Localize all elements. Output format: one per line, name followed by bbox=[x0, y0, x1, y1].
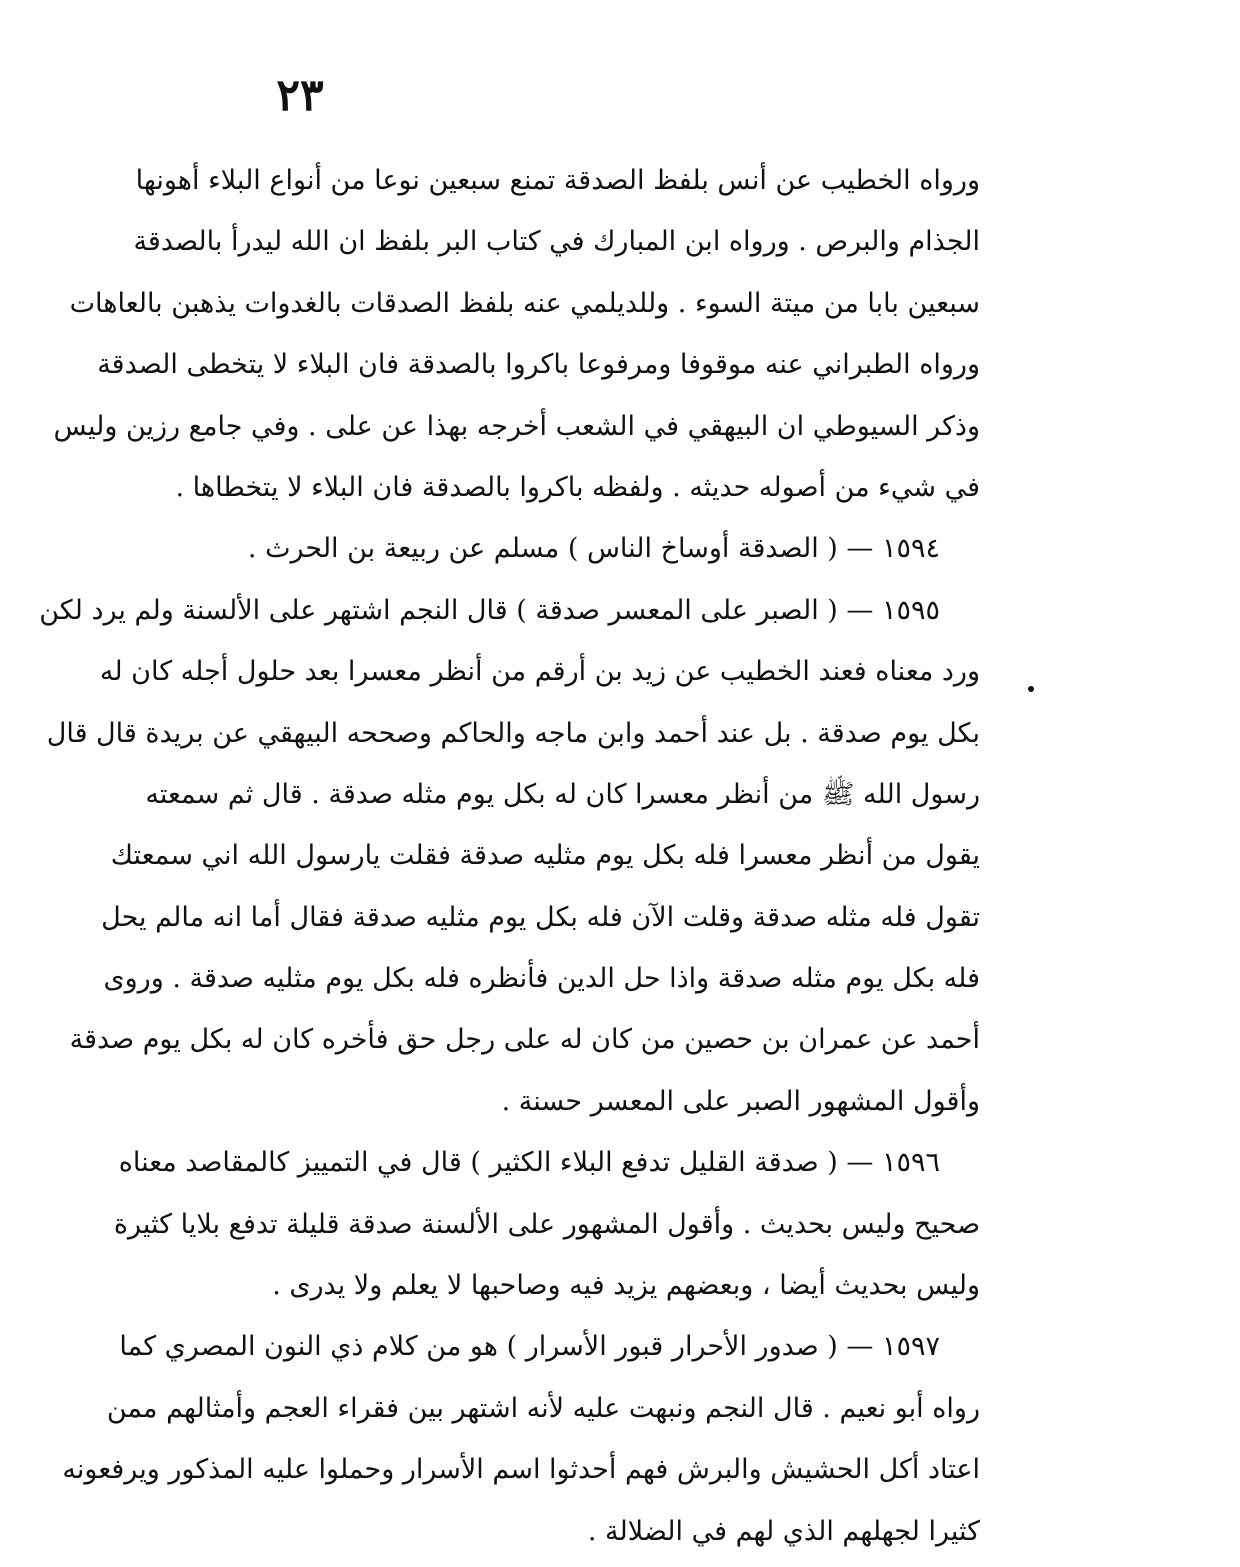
text-line: في شيء من أصوله حديثه . ولفظه باكروا بالصدقة فان البلاء لا يتخطاها . bbox=[175, 471, 980, 503]
body-text bbox=[39, 150, 980, 1562]
text-line: ١٥٩٦ — ( صدقة القليل تدفع البلاء الكثير ) قال في التمييز كالمقاصد معناه bbox=[118, 1147, 940, 1179]
text-line: ورد معناه فعند الخطيب عن زيد بن أرقم من أنظر معسرا بعد حلول أجله كان له bbox=[99, 656, 980, 688]
text-line: ١٥٩٤ — ( الصدقة أوساخ الناس ) مسلم عن ربيعة بن الحرث . bbox=[247, 533, 940, 565]
text-line: ١٥٩٥ — ( الصبر على المعسر صدقة ) قال النجم اشتهر على الألسنة ولم يرد لكن bbox=[39, 594, 940, 626]
text-line: رواه أبو نعيم . قال النجم ونبهت عليه لأنه اشتهر بين فقراء العجم وأمثالهم ممن bbox=[106, 1392, 980, 1424]
text-line: تقول فله مثله صدقة وقلت الآن فله بكل يوم مثليه صدقة فقال أما انه مالم يحل bbox=[101, 901, 980, 933]
text-line: وليس بحديث أيضا ، وبعضهم يزيد فيه وصاحبها لا يعلم ولا يدرى . bbox=[272, 1270, 980, 1302]
text-line: رسول الله ﷺ من أنظر معسرا كان له بكل يوم مثله صدقة . قال ثم سمعته bbox=[145, 778, 980, 810]
text-line: وذكر السيوطي ان البيهقي في الشعب أخرجه بهذا عن على . وفي جامع رزين وليس bbox=[53, 410, 980, 442]
text-line: بكل يوم صدقة . بل عند أحمد وابن ماجه والحاكم وصححه البيهقي عن بريدة قال قال bbox=[46, 717, 980, 749]
text-line: ١٥٩٧ — ( صدور الأحرار قبور الأسرار ) هو من كلام ذي النون المصري كما bbox=[119, 1331, 940, 1363]
text-line: وأقول المشهور الصبر على المعسر حسنة . bbox=[501, 1085, 980, 1117]
text-line: يقول من أنظر معسرا فله بكل يوم مثليه صدقة فقلت يارسول الله اني سمعتك bbox=[110, 840, 980, 872]
text-line: ورواه الخطيب عن أنس بلفظ الصدقة تمنع سبعين نوعا من أنواع البلاء أهونها bbox=[135, 165, 980, 196]
text-line: الجذام والبرص . ورواه ابن المبارك في كتاب البر بلفظ ان الله ليدرأ بالصدقة bbox=[133, 226, 980, 258]
page-number: ٢٣ bbox=[276, 70, 324, 121]
text-line: اعتاد أكل الحشيش والبرش فهم أحدثوا اسم الأسرار وحملوا عليه المذكور ويرفعونه bbox=[62, 1454, 980, 1486]
margin-dot bbox=[1028, 686, 1034, 692]
text-line: فله بكل يوم مثله صدقة واذا حل الدين فأنظره فله بكل يوم مثليه صدقة . وروى bbox=[103, 963, 980, 995]
text-line: أحمد عن عمران بن حصين من كان له على رجل حق فأخره كان له بكل يوم صدقة bbox=[69, 1024, 980, 1056]
text-line: صحيح وليس بحديث . وأقول المشهور على الألسنة صدقة قليلة تدفع بلايا كثيرة bbox=[113, 1208, 980, 1240]
text-line: سبعين بابا من ميتة السوء . وللديلمي عنه بلفظ الصدقات بالغدوات يذهبن بالعاهات bbox=[69, 287, 980, 319]
text-line: كثيرا لجهلهم الذي لهم في الضلالة . bbox=[587, 1515, 980, 1547]
text-line: ورواه الطبراني عنه موقوفا ومرفوعا باكروا بالصدقة فان البلاء لا يتخطى الصدقة bbox=[97, 349, 980, 381]
